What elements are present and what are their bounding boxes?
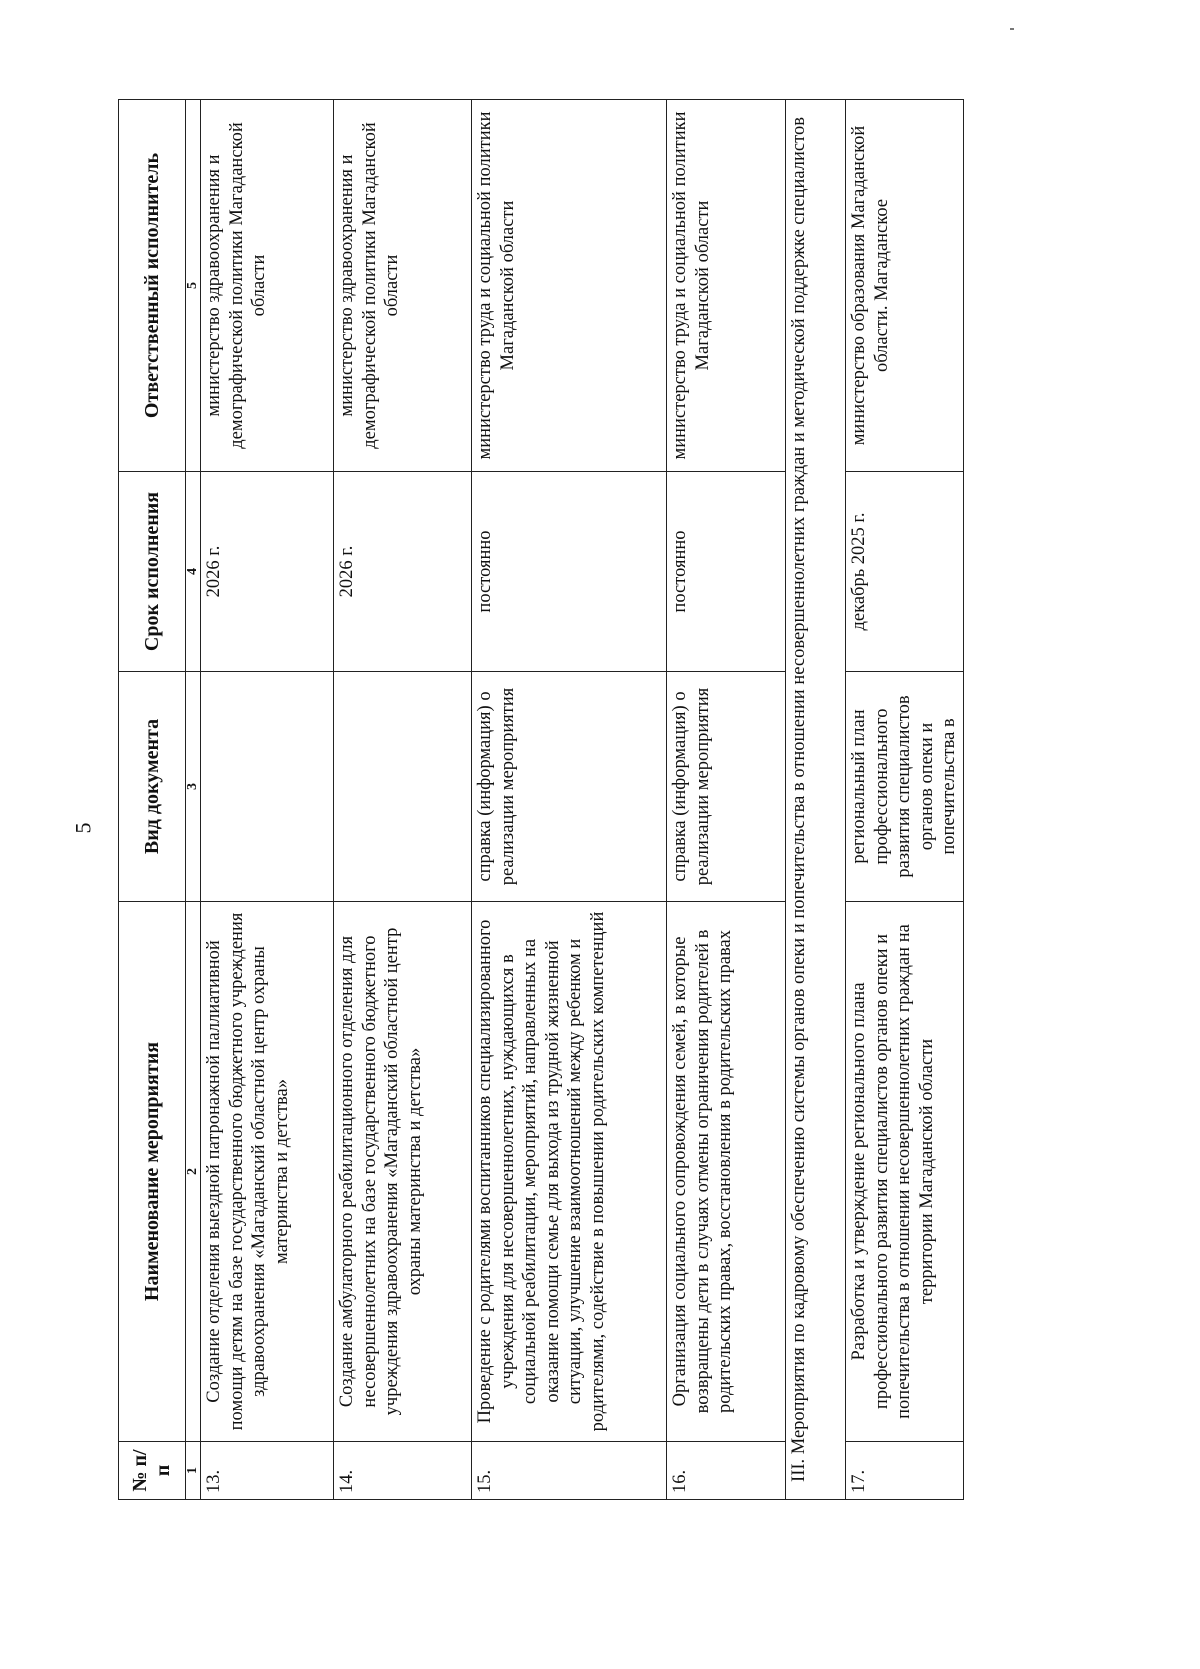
measure-name: Организация социального сопровождения семей, в которые возвращены дети в случаях отмены ограничения родителей в родительских правах, восстановления в родительских правах — [667, 902, 786, 1442]
term: 2026 г. — [334, 472, 472, 672]
term: постоянно — [472, 472, 667, 672]
term: 2026 г. — [201, 472, 334, 672]
section-title: III. Мероприятия по кадровому обеспечению системы органов опеки и попечительства в отношении несовершеннолетних граждан и методической поддержке специалистов — [786, 100, 846, 1500]
scan-speck — [1010, 28, 1014, 30]
column-number: 1 — [186, 1442, 201, 1500]
table-row — [846, 100, 964, 1500]
measure-name: Разработка и утверждение регионального плана профессионального развития специалистов органов опеки и попечительства в отношении несовершеннолетних граждан на территории Магаданской области — [846, 902, 964, 1442]
header-term: Срок исполнения — [119, 472, 186, 672]
document-type: справка (информация) о реализации мероприятия — [472, 672, 667, 902]
header-document: Вид документа — [119, 672, 186, 902]
document-type: справка (информация) о реализации мероприятия — [667, 672, 786, 902]
header-executor: Ответственный исполнитель — [119, 100, 186, 472]
column-number: 3 — [186, 672, 201, 902]
page-number: 5 — [70, 822, 96, 834]
document-type — [334, 672, 472, 902]
section-row — [786, 100, 846, 1500]
executor: министерство здравоохранения и демографической политики Магаданской области — [201, 100, 334, 472]
table-row — [472, 100, 667, 1500]
column-number: 2 — [186, 902, 201, 1442]
table-row — [334, 100, 472, 1500]
column-number: 4 — [186, 472, 201, 672]
header-number: № п/п — [119, 1442, 186, 1500]
executor: министерство здравоохранения и демографической политики Магаданской области — [334, 100, 472, 472]
column-number: 5 — [186, 100, 201, 472]
executor: министерство образования Магаданской области. Магаданское — [846, 100, 964, 472]
row-number: 17. — [846, 1442, 964, 1500]
row-number: 15. — [472, 1442, 667, 1500]
header-name: Наименование мероприятия — [119, 902, 186, 1442]
measure-name: Проведение с родителями воспитанников специализированного учреждения для несовершеннолетних, нуждающихся в социальной реабилитации, мероприятий, направленных на оказание помощи семье для выхода из трудной жизненной ситуации, улучшение взаимоотношений между ребенком и родителями, содействие в повышении родительских компетенций — [472, 902, 667, 1442]
measures-table — [118, 99, 964, 1500]
row-number: 16. — [667, 1442, 786, 1500]
table-row — [667, 100, 786, 1500]
document-type — [201, 672, 334, 902]
measure-name: Создание амбулаторного реабилитационного отделения для несовершеннолетних на базе государственного бюджетного учреждения здравоохранения «Магаданский областной центр охраны материнства и детства» — [334, 902, 472, 1442]
term: декабрь 2025 г. — [846, 472, 964, 672]
header-row — [119, 100, 186, 1500]
measure-name: Создание отделения выездной патронажной паллиативной помощи детям на базе государственного бюджетного учреждения здравоохранения «Магаданский областной центр охраны материнства и детства» — [201, 902, 334, 1442]
document-type: региональный план профессионального развития специалистов органов опеки и попечительства в — [846, 672, 964, 902]
column-number-row — [186, 100, 201, 1500]
executor: министерство труда и социальной политики Магаданской области — [472, 100, 667, 472]
table-row — [201, 100, 334, 1500]
row-number: 13. — [201, 1442, 334, 1500]
row-number: 14. — [334, 1442, 472, 1500]
term: постоянно — [667, 472, 786, 672]
executor: министерство труда и социальной политики Магаданской области — [667, 100, 786, 472]
rotated-table-wrapper — [118, 100, 1196, 1500]
